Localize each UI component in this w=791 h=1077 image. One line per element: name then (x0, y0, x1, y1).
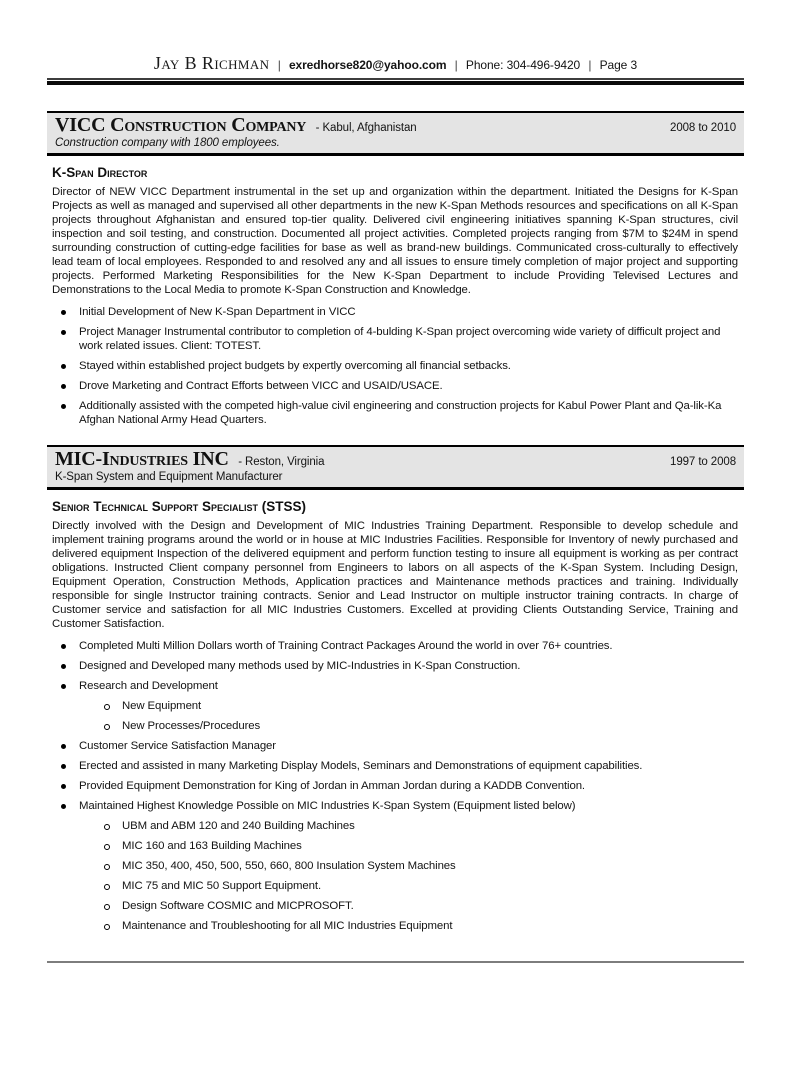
bullet-icon (61, 804, 66, 809)
bullet-text: Additionally assisted with the competed high-value civil engineering and construction projects for Kabul Power Plant and Qa-lik-Ka Afghan National Army Head Quarters. (79, 400, 722, 426)
role-title: K-Span Director (52, 165, 148, 180)
circle-bullet-icon (104, 924, 110, 930)
company-location: - Reston, Virginia (238, 456, 325, 468)
employment-dates: 1997 to 2008 (670, 456, 736, 468)
bullet-item (61, 779, 738, 793)
bullet-icon (61, 330, 66, 335)
bullet-icon (61, 364, 66, 369)
header-page-number: Page 3 (599, 58, 638, 72)
sub-bullet-text: UBM and ABM 120 and 240 Building Machines (122, 820, 355, 832)
header-phone: Phone: 304-496-9420 (465, 58, 581, 72)
employment-dates: 2008 to 2010 (670, 122, 736, 134)
bullet-list (47, 305, 744, 427)
header-name: Jay B Richman (153, 53, 270, 73)
bullet-icon (61, 684, 66, 689)
circle-bullet-icon (104, 824, 110, 830)
company-location: - Kabul, Afghanistan (315, 122, 417, 134)
bullet-text: Initial Development of New K-Span Department in VICC (79, 306, 356, 318)
circle-bullet-icon (104, 864, 110, 870)
header-separator: | (454, 58, 458, 72)
bullet-text: Customer Service Satisfaction Manager (79, 740, 276, 752)
circle-bullet-icon (104, 724, 110, 730)
sub-bullet-item (104, 819, 738, 833)
bullet-item (61, 379, 738, 393)
bullet-text: Project Manager Instrumental contributor to completion of 4-bulding K-Span project overcoming wide variety of difficult project and work related issues. Client: TOTEST. (79, 326, 721, 352)
role-summary: Director of NEW VICC Department instrumental in the set up and organization within the department. Initiated the Designs for K-Span Projects as well as managed and supervised all other departments in the new K-Span Methods resources and specifications on all K-Span projects throughout Afghanistan and ensured top-tier quality. Delivered civil engineering initiatives spanning K-Span structures, civil inspection and soil testing, and construction. Documented all project activities. Completed projects ranging from $7M to $24M in spend surrounding construction of cutting-edge facilities for base as well as brand-new buildings. Communicated cross-culturally to effectively lead team of local employees. Responded to and resolved any and all issues to ensure timely completion of major project and supporting projects. Performed Marketing Responsibilities for the New K-Span Department to include Providing Televised Lectures and Demonstrations to the Local Media to promote K-Span Construction and Knowledge. (52, 186, 738, 296)
header-separator: | (277, 58, 281, 72)
header-rule-bar (47, 81, 744, 85)
bullet-icon (61, 784, 66, 789)
sub-bullet-text: MIC 350, 400, 450, 500, 550, 660, 800 Insulation System Machines (122, 860, 456, 872)
bullet-item (61, 739, 738, 753)
company-name: VICC Construction Company (55, 114, 307, 136)
sub-bullet-item (104, 879, 738, 893)
sub-bullet-item (104, 719, 738, 733)
bullet-item (61, 679, 738, 693)
sub-bullet-text: Maintenance and Troubleshooting for all MIC Industries Equipment (122, 920, 453, 932)
bullet-text: Completed Multi Million Dollars worth of Training Contract Packages Around the world in over 76+ countries. (79, 640, 613, 652)
company-banner-row (55, 115, 736, 136)
bullet-icon (61, 764, 66, 769)
company-banner (47, 445, 744, 490)
sub-bullet-item (104, 839, 738, 853)
company-tagline: Construction company with 1800 employees. (55, 137, 280, 149)
company-name: MIC-Industries INC (55, 448, 229, 470)
circle-bullet-icon (104, 884, 110, 890)
bullet-item (61, 639, 738, 653)
bullet-item (61, 799, 738, 813)
circle-bullet-icon (104, 844, 110, 850)
bullet-item (61, 305, 738, 319)
footer-rule (47, 961, 744, 963)
bullet-item (61, 759, 738, 773)
bullet-text: Drove Marketing and Contract Efforts between VICC and USAID/USACE. (79, 380, 443, 392)
bullet-text: Research and Development (79, 680, 218, 692)
role-summary: Directly involved with the Design and Development of MIC Industries Training Department. Responsible to develop schedule and implement training programs around the world or in house at MIC Industries Facilities. Responsible for Inventory of newly purchased and delivered equipment Inspection of the delivered equipment and perform function testing to insure all equipment is working as per contract obligations. Instructed Client company personnel from Engineers to labors on all aspects of the K-Span System. Including Design, Equipment Operation, Construction Methods, Application practices and Maintenance methods practices and training. Individually responsible for single Instructor training contracts. Senior and Lead Instructor on multiple instructor training contracts. In charge of Customer service and satisfaction for all MIC Industries Customers. Excelled at providing Clients Outstanding Service, Training and Customer Satisfaction. (52, 520, 738, 630)
bullet-icon (61, 310, 66, 315)
circle-bullet-icon (104, 704, 110, 710)
experience-section-vicc (47, 111, 744, 427)
sub-bullet-text: MIC 75 and MIC 50 Support Equipment. (122, 880, 322, 892)
company-banner-row (55, 449, 736, 470)
company-title-group (55, 449, 324, 470)
page-header (47, 53, 744, 74)
header-rule (47, 78, 744, 85)
sub-bullet-text: MIC 160 and 163 Building Machines (122, 840, 302, 852)
bullet-text: Provided Equipment Demonstration for King of Jordan in Amman Jordan during a KADDB Convention. (79, 780, 585, 792)
bullet-icon (61, 384, 66, 389)
header-separator: | (588, 58, 592, 72)
bullet-icon (61, 664, 66, 669)
bullet-icon (61, 404, 66, 409)
bullet-item (61, 359, 738, 373)
bullet-item (61, 399, 738, 427)
bullet-text: Stayed within established project budgets by expertly overcoming all financial setbacks. (79, 360, 511, 372)
sub-bullet-text: New Processes/Procedures (122, 720, 261, 732)
sub-bullet-text: Design Software COSMIC and MICPROSOFT. (122, 900, 354, 912)
experience-section-mic (47, 445, 744, 933)
role-title: Senior Technical Support Specialist (STSS) (52, 499, 307, 514)
bullet-icon (61, 644, 66, 649)
bullet-item (61, 325, 738, 353)
circle-bullet-icon (104, 904, 110, 910)
sub-bullet-item (104, 699, 738, 713)
company-title-group (55, 115, 417, 136)
company-banner (47, 111, 744, 156)
bullet-text: Erected and assisted in many Marketing Display Models, Seminars and Demonstrations of equipment capabilities. (79, 760, 643, 772)
bullet-list (47, 639, 744, 933)
sub-bullet-text: New Equipment (122, 700, 202, 712)
bullet-icon (61, 744, 66, 749)
bullet-text: Designed and Developed many methods used by MIC-Industries in K-Span Construction. (79, 660, 521, 672)
sub-bullet-item (104, 899, 738, 913)
sub-bullet-item (104, 919, 738, 933)
bullet-text: Maintained Highest Knowledge Possible on MIC Industries K-Span System (Equipment listed below) (79, 800, 576, 812)
bullet-item (61, 659, 738, 673)
resume-page (0, 53, 791, 1077)
sub-bullet-item (104, 859, 738, 873)
company-tagline: K-Span System and Equipment Manufacturer (55, 471, 283, 483)
header-email: exredhorse820@yahoo.com (288, 58, 447, 72)
